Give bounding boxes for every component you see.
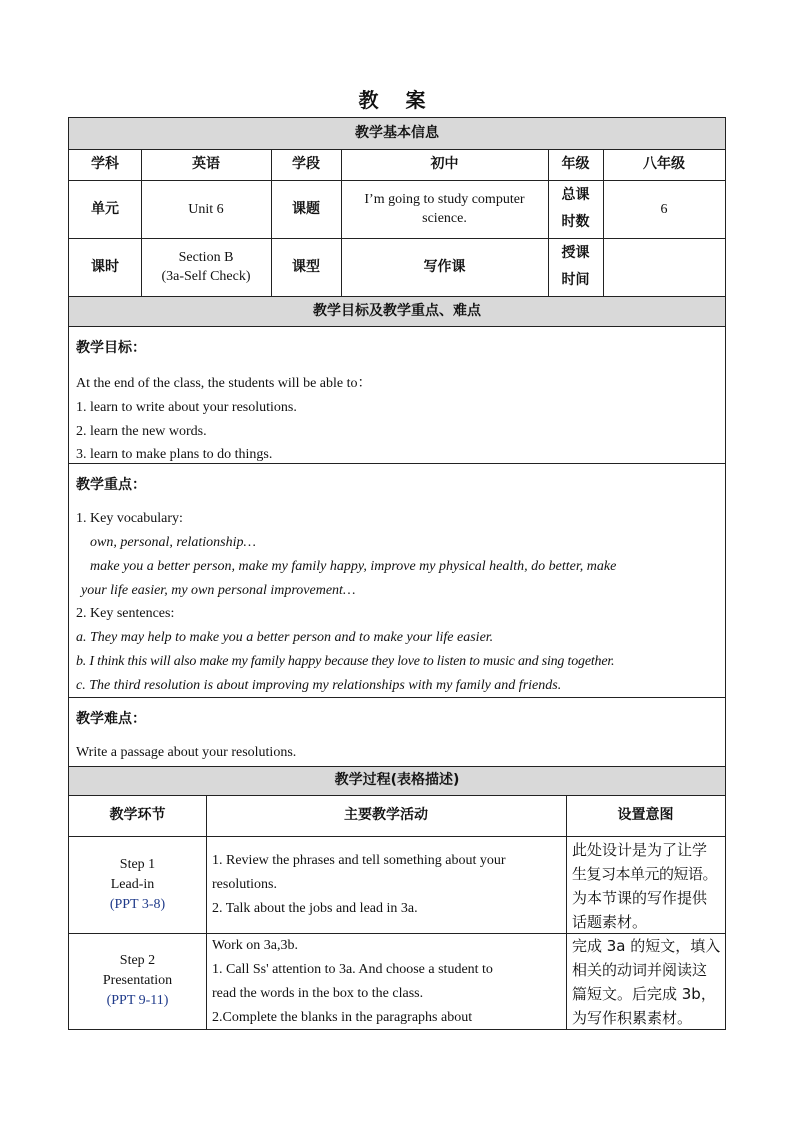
topic-line-2: science.	[422, 211, 467, 226]
table-rule	[68, 117, 726, 118]
step-2-activities	[212, 934, 560, 1030]
activity-line: 1. Call Ss' attention to 3a. And choose a student to	[212, 962, 493, 977]
stage-value: 初中	[430, 156, 459, 172]
intent-line: 相关的动词并阅读这	[572, 961, 708, 979]
goals-section-header: 教学目标及教学重点、难点	[69, 296, 725, 326]
table-rule	[271, 149, 272, 296]
subject-value: 英语	[192, 156, 220, 172]
goals-line: 3. learn to make plans to do things.	[76, 447, 273, 462]
table-rule	[141, 149, 142, 296]
table-rule	[68, 238, 726, 239]
grade-value: 八年级	[643, 156, 685, 172]
activity-line: resolutions.	[212, 877, 277, 892]
unit-value: Unit 6	[188, 201, 224, 217]
table-rule	[68, 326, 726, 327]
key-line: 1. Key vocabulary:	[76, 511, 183, 526]
col-header-stage: 教学环节	[109, 807, 166, 823]
teaching-time-value	[603, 238, 725, 296]
grade-label: 年级	[561, 156, 590, 172]
table-rule	[68, 180, 726, 181]
goals-line: At the end of the class, the students will be able to：	[76, 376, 372, 391]
goals-title: 教学目标：	[76, 340, 146, 356]
period-value	[141, 238, 271, 296]
teaching-key-points	[76, 475, 721, 698]
document-title: 教 案	[358, 88, 436, 112]
step-1-intent	[572, 838, 725, 934]
teaching-difficulty	[76, 709, 716, 765]
table-rule	[68, 149, 726, 150]
type-value: 写作课	[423, 258, 466, 275]
topic-value	[341, 180, 548, 238]
goals-line: 1. learn to write about your resolutions.	[76, 400, 297, 415]
key-line: 2. Key sentences:	[76, 606, 175, 621]
table-rule	[68, 795, 726, 796]
step-1-cell	[69, 836, 206, 933]
teaching-goals	[76, 338, 716, 466]
stage-label: 学段	[292, 156, 320, 172]
step-2-cell	[69, 933, 206, 1029]
type-label: 课型	[292, 258, 320, 275]
key-title: 教学重点：	[76, 477, 146, 493]
table-rule	[68, 296, 726, 297]
teaching-time-label-2: 时间	[561, 272, 590, 288]
teaching-time-label	[548, 238, 603, 296]
unit-label: 单元	[91, 200, 119, 217]
table-rule	[68, 1029, 726, 1030]
process-section-header: 教学过程(表格描述)	[69, 766, 725, 795]
key-line: your life easier, my own personal improvement…	[81, 583, 356, 598]
intent-line: 为本节课的写作提供	[572, 889, 708, 907]
intent-line: 完成 3a 的短文，填入	[572, 937, 721, 955]
table-border	[725, 117, 726, 1030]
col-header-activities: 主要教学活动	[344, 807, 428, 823]
table-rule	[68, 933, 726, 934]
step-label: Step 1	[119, 856, 156, 872]
total-hours-label	[548, 180, 603, 238]
total-hours-label-1: 总课	[561, 187, 590, 203]
topic-label: 课题	[292, 200, 320, 217]
step-ppt: (PPT 3-8)	[109, 896, 166, 912]
step-label: Step 2	[119, 953, 156, 968]
step-ppt: (PPT 9-11)	[106, 993, 169, 1008]
step-1-activities	[212, 849, 560, 921]
intent-line: 此处设计是为了让学	[572, 841, 708, 859]
topic-line-1: I’m going to study computer	[364, 192, 525, 207]
difficulty-title: 教学难点：	[76, 711, 146, 727]
period-label: 课时	[91, 258, 119, 275]
goals-line: 2. learn the new words.	[76, 424, 207, 439]
activity-line: 2. Talk about the jobs and lead in 3a.	[212, 901, 418, 916]
activity-line: Work on 3a,3b.	[212, 938, 298, 953]
step-name: Lead-in	[110, 876, 155, 892]
table-rule	[603, 149, 604, 296]
basic-info-header: 教学基本信息	[69, 118, 725, 149]
key-line: a. They may help to make you a better person and to make your life easier.	[76, 630, 494, 645]
table-rule	[68, 697, 726, 698]
key-line: own, personal, relationship…	[90, 535, 256, 550]
table-border	[68, 117, 69, 1030]
table-rule	[68, 463, 726, 464]
difficulty-line: Write a passage about your resolutions.	[76, 745, 297, 760]
table-rule	[68, 766, 726, 767]
table-rule	[68, 836, 726, 837]
intent-line: 为写作积累素材。	[572, 1009, 693, 1027]
activity-line: read the words in the box to the class.	[212, 986, 424, 1001]
step-name: Presentation	[102, 973, 173, 988]
col-header-intent: 设置意图	[617, 807, 674, 823]
period-line-2: (3a-Self Check)	[161, 269, 251, 284]
intent-line: 生复习本单元的短语。	[572, 865, 718, 883]
table-rule	[206, 795, 207, 1029]
key-line: c. The third resolution is about improving my relationships with my family and friends.	[76, 678, 562, 693]
table-rule	[548, 149, 549, 296]
table-rule	[566, 795, 567, 1029]
period-line-1: Section B	[178, 250, 234, 265]
activity-line: 2.Complete the blanks in the paragraphs about	[212, 1010, 473, 1025]
intent-line: 篇短文。后完成 3b，	[572, 985, 716, 1003]
total-hours-value: 6	[660, 201, 668, 217]
table-rule	[341, 149, 342, 296]
activity-line: 1. Review the phrases and tell something about your	[212, 853, 506, 868]
subject-label: 学科	[91, 156, 119, 172]
key-line: b. I think this will also make my family happy because they love to listen to music and sing together.	[76, 654, 615, 669]
intent-line: 话题素材。	[572, 913, 648, 931]
total-hours-label-2: 时数	[561, 214, 590, 230]
teaching-time-label-1: 授课	[561, 245, 590, 261]
key-line: make you a better person, make my family happy, improve my physical health, do better, make	[90, 559, 617, 574]
step-2-intent	[572, 934, 725, 1030]
